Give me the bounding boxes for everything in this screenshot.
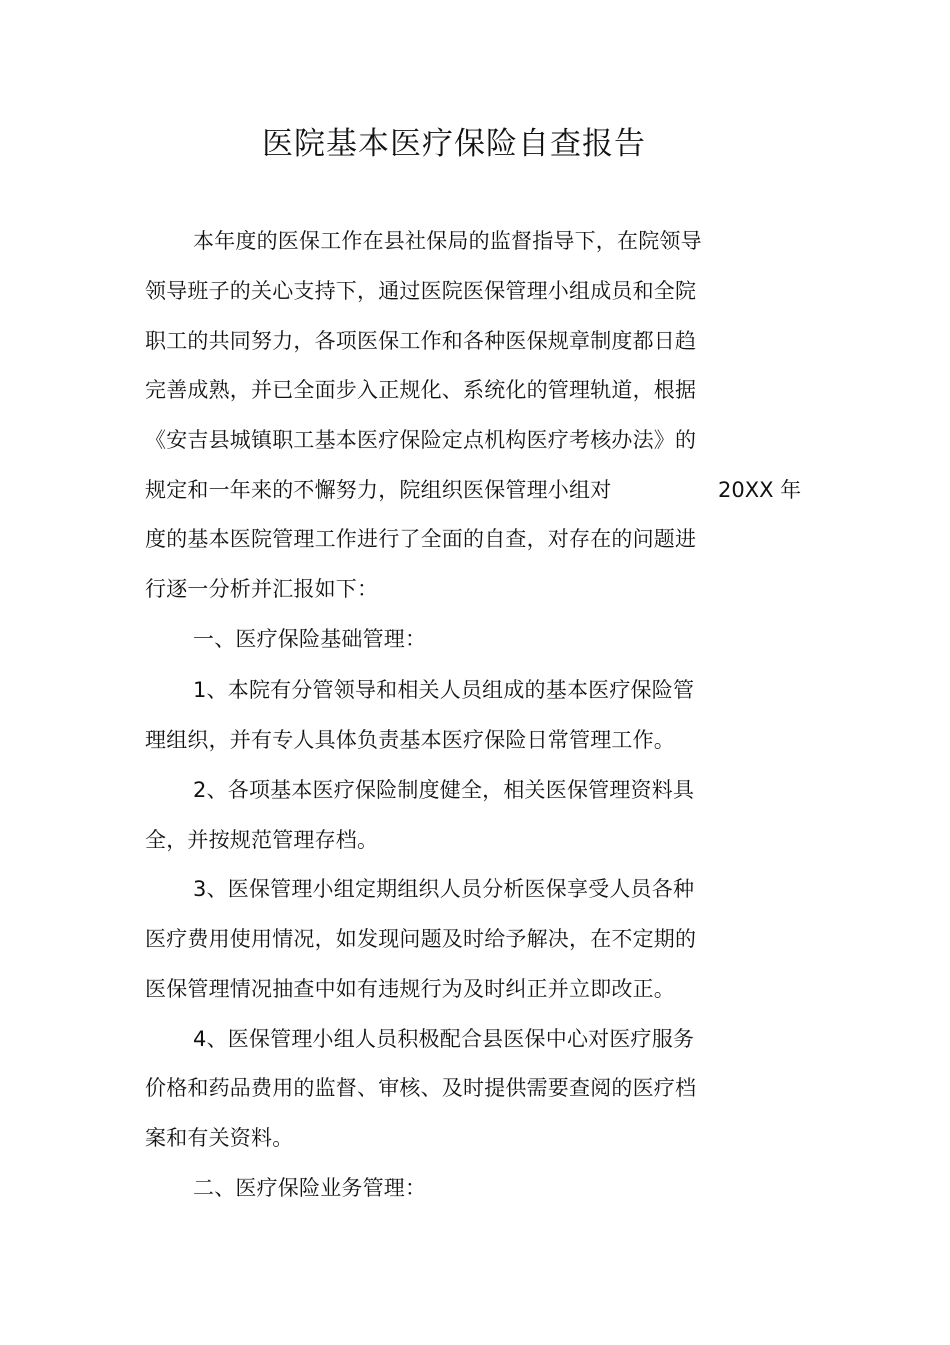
text-line: 案和有关资料。 bbox=[145, 1126, 294, 1150]
text-line: 价格和药品费用的监督、审核、及时提供需要查阅的医疗档 bbox=[145, 1076, 697, 1100]
text-line: 2、各项基本医疗保险制度健全，相关医保管理资料具 bbox=[193, 778, 695, 802]
text-line: 完善成熟，并已全面步入正规化、系统化的管理轨道，根据 bbox=[145, 378, 697, 402]
section-heading-1: 一、医疗保险基础管理： bbox=[193, 627, 427, 651]
text-line: 1、本院有分管领导和相关人员组成的基本医疗保险管 bbox=[193, 678, 695, 702]
year-reference: 20XX 年 bbox=[718, 478, 802, 502]
text-line: 医疗费用使用情况，如发现问题及时给予解决，在不定期的 bbox=[145, 927, 697, 951]
text-line: 4、医保管理小组人员积极配合县医保中心对医疗服务 bbox=[193, 1027, 695, 1051]
text-line: 医保管理情况抽查中如有违规行为及时纠正并立即改正。 bbox=[145, 977, 675, 1001]
text-line: 职工的共同努力，各项医保工作和各种医保规章制度都日趋 bbox=[145, 329, 697, 353]
text-line: 3、医保管理小组定期组织人员分析医保享受人员各种 bbox=[193, 877, 695, 901]
text-line: 本年度的医保工作在县社保局的监督指导下，在院领导 bbox=[193, 229, 702, 253]
text-line: 《安吉县城镇职工基本医疗保险定点机构医疗考核办法》的 bbox=[145, 428, 697, 452]
section-heading-2: 二、医疗保险业务管理： bbox=[193, 1176, 427, 1200]
text-line: 领导班子的关心支持下，通过医院医保管理小组成员和全院 bbox=[145, 279, 697, 303]
document-title: 医院基本医疗保险自查报告 bbox=[262, 126, 646, 162]
text-line: 规定和一年来的不懈努力，院组织医保管理小组对 bbox=[145, 478, 612, 502]
text-line: 理组织，并有专人具体负责基本医疗保险日常管理工作。 bbox=[145, 728, 675, 752]
text-line: 全，并按规范管理存档。 bbox=[145, 828, 379, 852]
text-line: 行逐一分析并汇报如下： bbox=[145, 577, 379, 601]
text-line: 度的基本医院管理工作进行了全面的自查，对存在的问题进 bbox=[145, 527, 697, 551]
